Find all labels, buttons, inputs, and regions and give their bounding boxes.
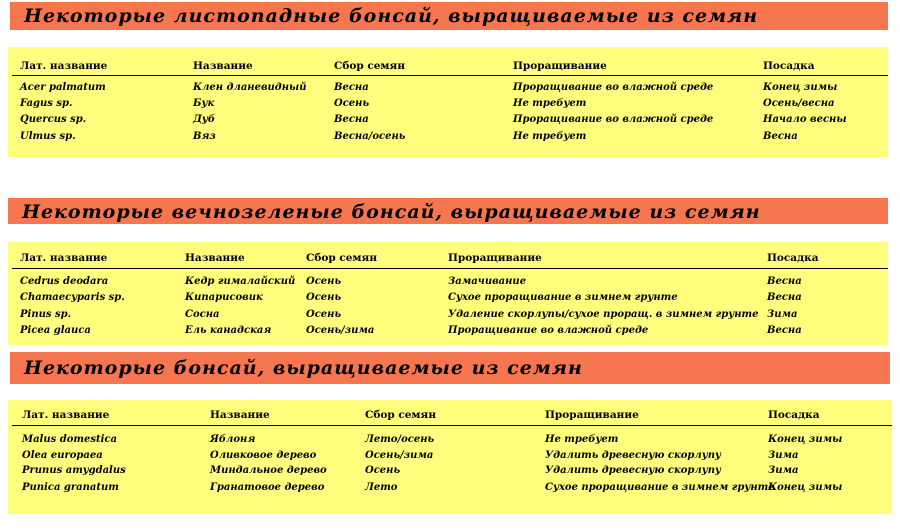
table-cell: Вяз	[193, 131, 216, 142]
table-cell: Проращивание во влажной среде	[448, 325, 649, 336]
column-header: Название	[185, 252, 245, 264]
table-cell: Зима	[768, 450, 799, 461]
section-banner	[10, 2, 888, 30]
table-cell: Picea glauca	[20, 325, 91, 336]
table-cell: Удалить древесную скорлупу	[545, 450, 721, 461]
table-cell: Сухое проращивание в зимнем грунте	[448, 292, 678, 303]
table-cell: Осень/зима	[306, 325, 375, 336]
table-cell: Весна	[767, 292, 802, 303]
column-header: Посадка	[768, 409, 820, 421]
table-cell: Конец зимы	[768, 434, 843, 445]
table-cell: Ель канадская	[185, 325, 272, 336]
table-cell: Оливковое дерево	[210, 450, 317, 461]
column-header: Название	[210, 409, 270, 421]
table-cell: Удаление скорлупы/сухое проращ. в зимнем грунте	[448, 309, 759, 320]
column-header: Проращивание	[448, 252, 542, 264]
header-divider	[12, 268, 888, 269]
table-cell: Cedrus deodara	[20, 276, 109, 287]
table-cell: Замачивание	[448, 276, 527, 287]
table-cell: Осень	[306, 309, 342, 320]
table-cell: Olea europaea	[22, 450, 103, 461]
table-cell: Acer palmatum	[20, 82, 106, 93]
table-cell: Не требует	[545, 434, 619, 445]
table-cell: Лето/осень	[365, 434, 435, 445]
table-cell: Дуб	[193, 114, 216, 125]
section-banner	[10, 352, 890, 384]
header-divider	[12, 425, 892, 426]
section-title: Некоторые бонсай, выращиваемые из семян	[24, 357, 583, 379]
table-cell: Весна	[767, 276, 802, 287]
section-title: Некоторые вечнозеленые бонсай, выращиваемые из семян	[22, 201, 761, 223]
seed-table	[8, 47, 888, 157]
table-cell: Quercus sp.	[20, 114, 87, 125]
table-cell: Сосна	[185, 309, 220, 320]
table-cell: Конец зимы	[768, 482, 843, 493]
column-header: Лат. название	[20, 60, 108, 72]
table-cell: Ulmus sp.	[20, 131, 76, 142]
table-cell: Клен дланевидный	[193, 82, 307, 93]
table-cell: Punica granatum	[22, 482, 119, 493]
column-header: Посадка	[767, 252, 819, 264]
table-cell: Осень	[334, 98, 370, 109]
table-cell: Fagus sp.	[20, 98, 73, 109]
table-cell: Гранатовое дерево	[210, 482, 325, 493]
table-cell: Chamaecyparis sp.	[20, 292, 125, 303]
column-header: Сбор семян	[334, 60, 405, 72]
table-cell: Prunus amygdalus	[22, 465, 126, 476]
table-cell: Удалить древесную скорлупу	[545, 465, 721, 476]
table-cell: Весна	[767, 325, 802, 336]
table-cell: Бук	[193, 98, 215, 109]
column-header: Проращивание	[513, 60, 607, 72]
table-cell: Осень/зима	[365, 450, 434, 461]
table-cell: Миндальное дерево	[210, 465, 327, 476]
table-cell: Malus domestica	[22, 434, 117, 445]
table-cell: Яблоня	[210, 434, 256, 445]
table-cell: Проращивание во влажной среде	[513, 114, 714, 125]
column-header: Лат. название	[20, 252, 108, 264]
column-header: Название	[193, 60, 253, 72]
table-cell: Осень	[365, 465, 401, 476]
table-cell: Лето	[365, 482, 398, 493]
column-header: Лат. название	[22, 409, 110, 421]
table-cell: Весна/осень	[334, 131, 406, 142]
table-cell: Осень	[306, 292, 342, 303]
table-cell: Не требует	[513, 98, 587, 109]
section-title: Некоторые листопадные бонсай, выращиваемые из семян	[24, 5, 759, 27]
column-header: Сбор семян	[365, 409, 436, 421]
column-header: Посадка	[763, 60, 815, 72]
seed-table	[8, 400, 892, 514]
table-cell: Кипарисовик	[185, 292, 263, 303]
table-cell: Зима	[767, 309, 798, 320]
table-cell: Сухое проращивание в зимнем грунте	[545, 482, 775, 493]
column-header: Проращивание	[545, 409, 639, 421]
table-cell: Зима	[768, 465, 799, 476]
table-cell: Pinus sp.	[20, 309, 72, 320]
table-cell: Весна	[334, 114, 369, 125]
table-cell: Кедр гималайский	[185, 276, 296, 287]
table-cell: Не требует	[513, 131, 587, 142]
table-cell: Весна	[334, 82, 369, 93]
header-divider	[12, 75, 888, 76]
table-cell: Весна	[763, 131, 798, 142]
table-cell: Начало весны	[763, 114, 847, 125]
table-cell: Осень	[306, 276, 342, 287]
table-cell: Проращивание во влажной среде	[513, 82, 714, 93]
section-banner	[8, 198, 888, 224]
column-header: Сбор семян	[306, 252, 377, 264]
table-cell: Конец зимы	[763, 82, 838, 93]
table-cell: Осень/весна	[763, 98, 835, 109]
